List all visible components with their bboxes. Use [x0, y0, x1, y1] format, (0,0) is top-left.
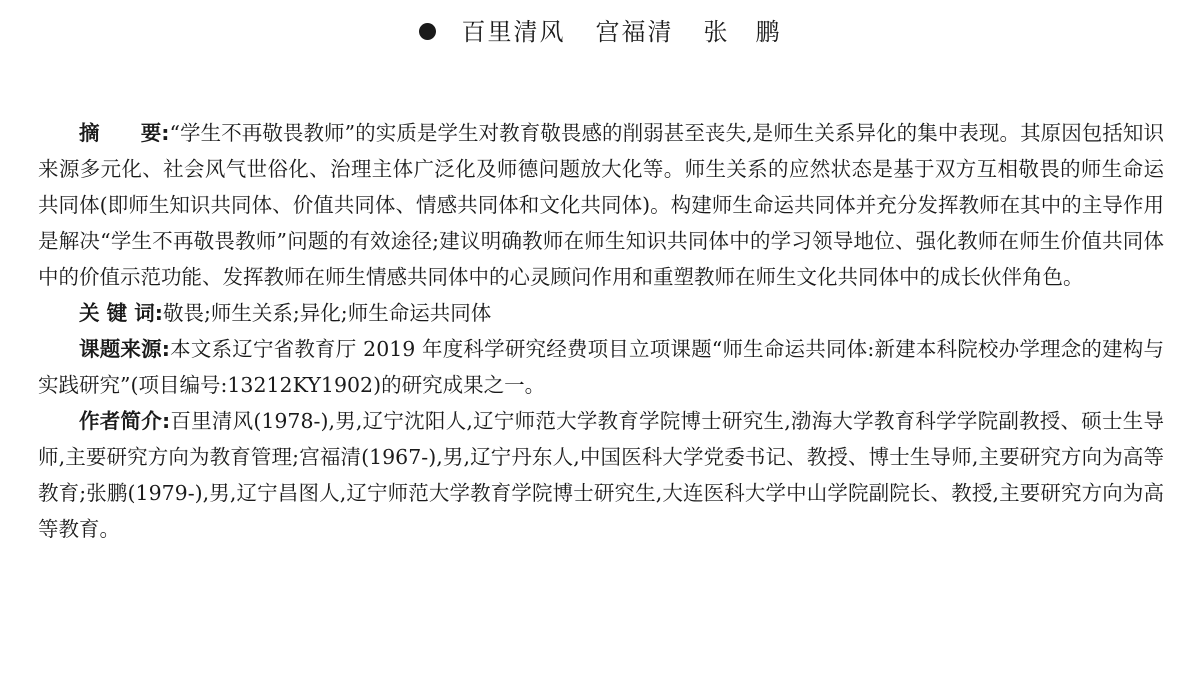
author-line [0, 12, 1200, 52]
keywords-paragraph [38, 295, 1164, 331]
author-name: 张 鹏 [703, 18, 782, 46]
abstract-text: “学生不再敬畏教师”的实质是学生对教育敬畏感的削弱甚至丧失,是师生关系异化的集中表现。其原因包括知识来源多元化、社会风气世俗化、治理主体广泛化及师德问题放大化等。师生关系的应然状态是基于双方互相敬畏的师生命运共同体(即师生知识共同体、价值共同体、情感共同体和文化共同体)。构建师生命运共同体并充分发挥教师在其中的主导作用是解决“学生不再敬畏教师”问题的有效途径;建议明确教师在师生知识共同体中的学习领导地位、强化教师在师生价值共同体中的价值示范功能、发挥教师在师生情感共同体中的心灵顾问作用和重塑教师在师生文化共同体中的成长伙伴角色。 [38, 121, 1164, 289]
author-name: 宫福清 [595, 18, 674, 46]
author-bio-label: 作者简介: [79, 409, 171, 433]
abstract-paragraph [38, 115, 1164, 295]
funding-text: 本文系辽宁省教育厅 2019 年度科学研究经费项目立项课题“师生命运共同体:新建本科院校办学理念的建构与实践研究”(项目编号:13212KY1902)的研究成果之一。 [38, 337, 1164, 397]
funding-paragraph [38, 331, 1164, 403]
abstract-label: 摘 要: [79, 121, 170, 145]
keywords-text: 敬畏;师生关系;异化;师生命运共同体 [162, 301, 492, 325]
bullet-icon [419, 23, 436, 40]
article-front-matter [38, 115, 1164, 547]
author-bio-text: 百里清风(1978-),男,辽宁沈阳人,辽宁师范大学教育学院博士研究生,渤海大学教育科学学院副教授、硕士生导师,主要研究方向为教育管理;宫福清(1967-),男,辽宁丹东人,中国医科大学党委书记、教授、博士生导师,主要研究方向为高等教育;张鹏(1979-),男,辽宁昌图人,辽宁师范大学教育学院博士研究生,大连医科大学中山学院副院长、教授,主要研究方向为高等教育。 [38, 409, 1165, 541]
author-bio-paragraph [38, 403, 1164, 547]
funding-label: 课题来源: [79, 337, 170, 361]
author-name: 百里清风 [461, 18, 566, 46]
keywords-label: 关 键 词: [79, 301, 163, 325]
